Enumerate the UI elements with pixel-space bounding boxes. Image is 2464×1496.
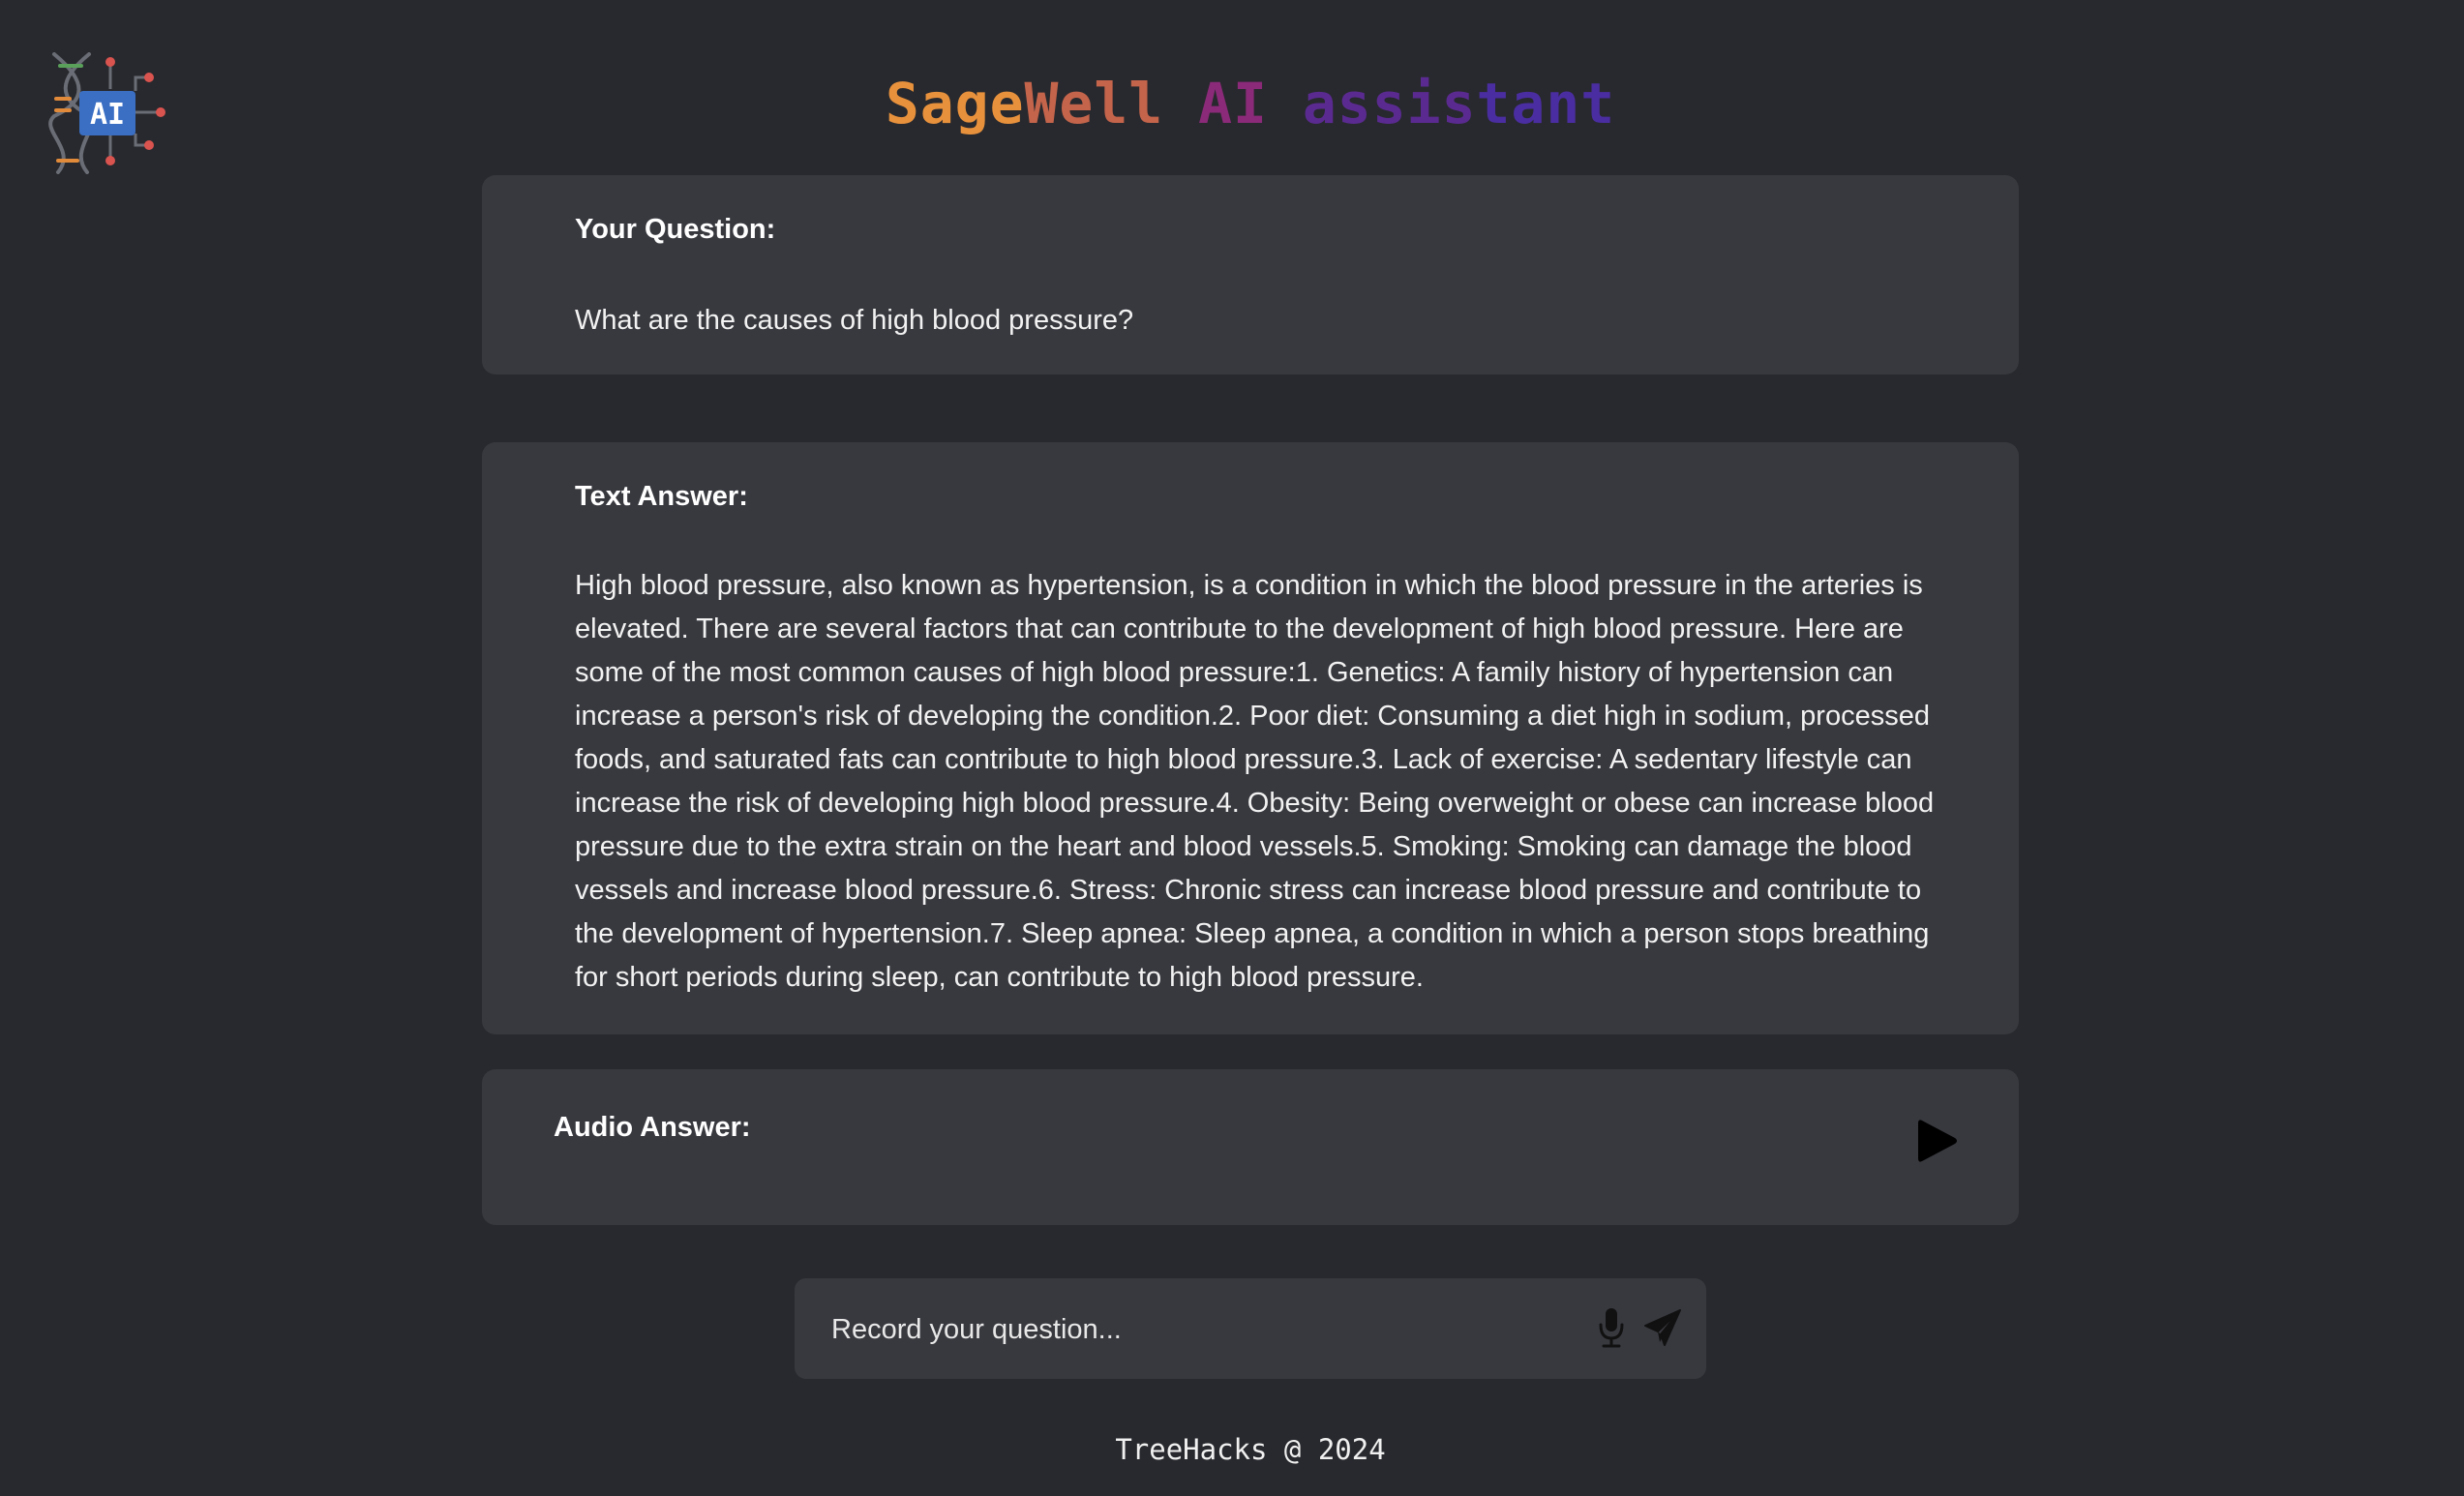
page-title [0, 70, 2464, 137]
audio-answer-label: Audio Answer: [554, 1112, 751, 1143]
title-part-5: tant [1476, 71, 1616, 136]
question-card [482, 175, 2019, 374]
send-icon [1643, 1308, 1682, 1347]
send-button[interactable] [1643, 1308, 1682, 1347]
text-answer-body: High blood pressure, also known as hypertension, is a condition in which the blood pressure in the arteries is elevated. There are several factors that can contribute to the development of high blood pressure. Here are some of the most common causes of high blood pressure:1. Genetics: A family history of hypertension can increase a person's risk of developing the condition.2. Poor diet: Consuming a diet high in sodium, processed foods, and saturated fats can contribute to high blood pressure.3. Lack of exercise: A sedentary lifestyle can increase the risk of developing high blood pressure.4. Obesity: Being overweight or obese can increase blood pressure due to the extra strain on the heart and blood vessels.5. Smoking: Smoking can damage the blood vessels and increase blood pressure.6. Stress: Chronic stress can increase blood pressure and contribute to the development of hypertension.7. Sleep apnea: Sleep apnea, a condition in which a person stops breathing for short periods during sleep, can contribute to high blood pressure. [575, 570, 1935, 993]
title-part-1: Sage [885, 71, 1025, 136]
text-answer-label: Text Answer: [575, 481, 748, 512]
question-text: What are the causes of high blood pressure? [575, 305, 1134, 336]
footer-text: TreeHacks @ 2024 [1115, 1433, 1386, 1466]
question-input-bar [795, 1278, 1706, 1379]
microphone-icon [1599, 1307, 1624, 1348]
logo-text: AI [89, 98, 126, 132]
record-button[interactable] [1599, 1307, 1624, 1348]
play-icon [1916, 1118, 1959, 1164]
text-answer-card [482, 442, 2019, 1034]
title-part-4: assis [1267, 71, 1477, 136]
question-label: Your Question: [575, 214, 776, 245]
title-part-3: AI [1163, 71, 1268, 136]
audio-answer-card [482, 1069, 2019, 1225]
title-part-2: Well [1024, 71, 1164, 136]
play-audio-button[interactable] [1916, 1118, 1959, 1164]
question-input[interactable] [829, 1302, 1569, 1358]
